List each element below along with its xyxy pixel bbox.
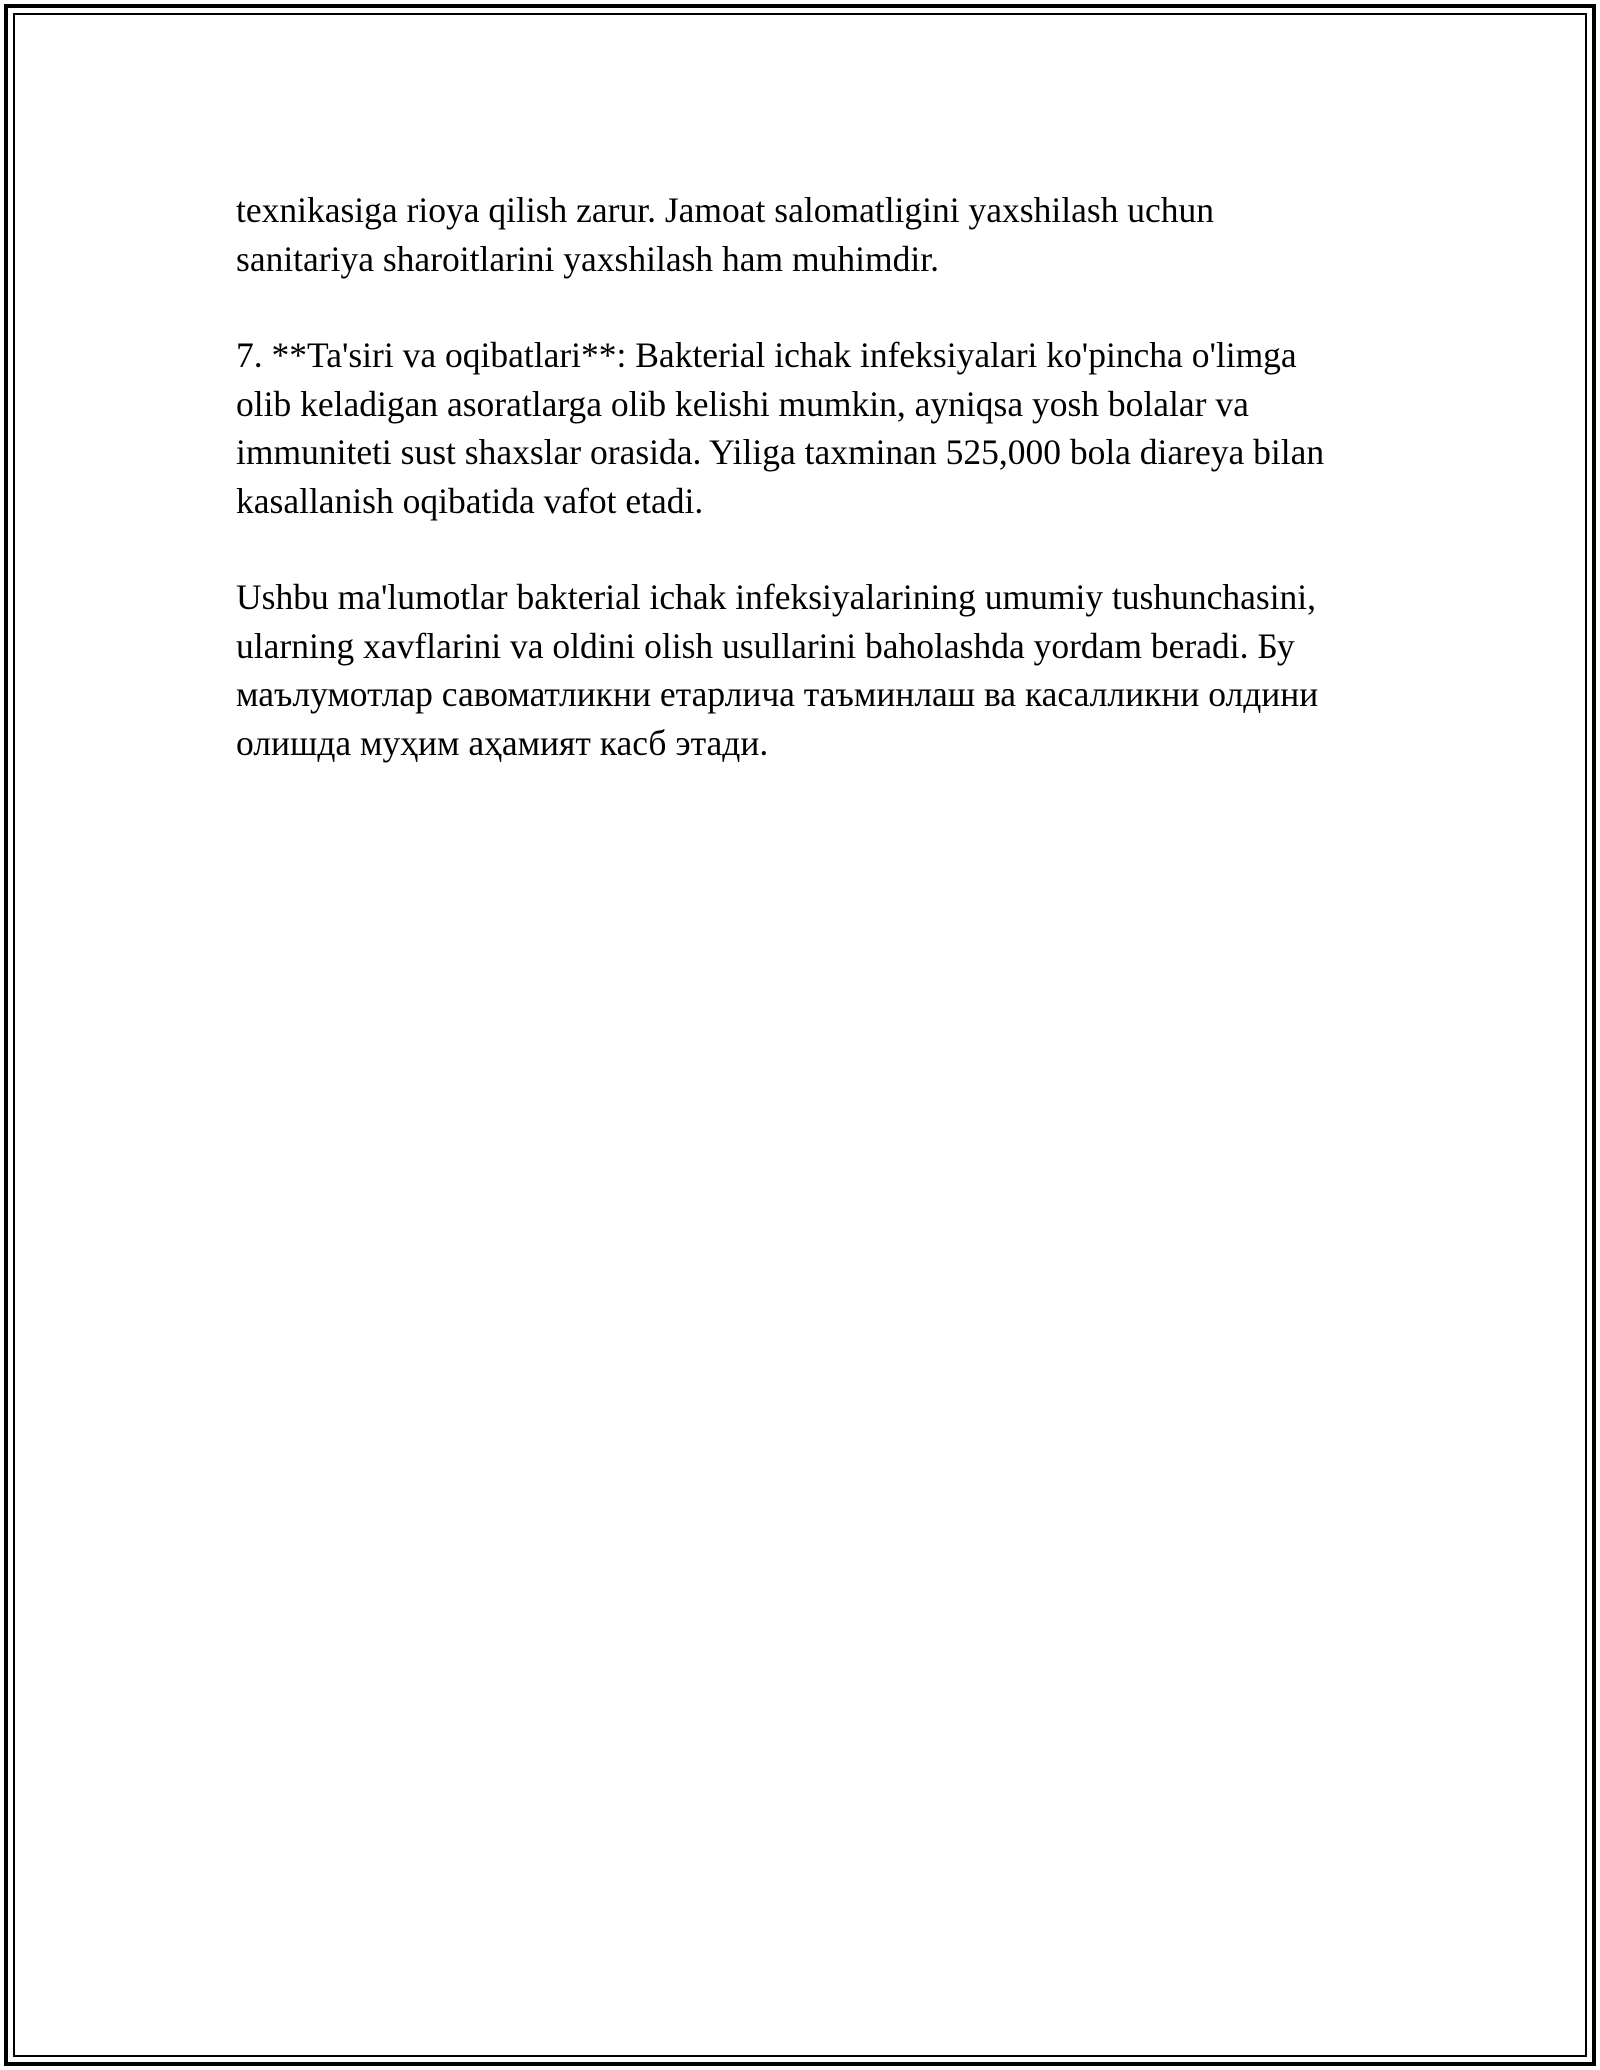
paragraph-impact-consequences: 7. **Ta'siri va oqibatlari**: Bakterial ichak infeksiyalari ko'pincha o'limga olib keladigan asoratlarga olib kelishi mumkin, ayniqsa yosh bolalar va immuniteti sust shaxslar orasida. Yiliga taxminan 525,000 bola diareya bilan kasallanish oqibatida vafot etadi. <box>236 335 1325 521</box>
paragraph-sanitation: texnikasiga rioya qilish zarur. Jamoat salomatligini yaxshilash uchun sanitariya sharoitlarini yaxshilash ham muhimdir. <box>236 190 1215 279</box>
document-body <box>236 186 1386 815</box>
paragraph-summary: Ushbu ma'lumotlar bakterial ichak infeksiyalarining umumiy tushunchasini, ularning xavflarini va oldini olish usullarini baholashda yordam beradi. Бу маълумотлар савоматликни етарлича таъминлаш ва касалликни олдини олишда муҳим аҳамият касб этади. <box>236 577 1319 763</box>
